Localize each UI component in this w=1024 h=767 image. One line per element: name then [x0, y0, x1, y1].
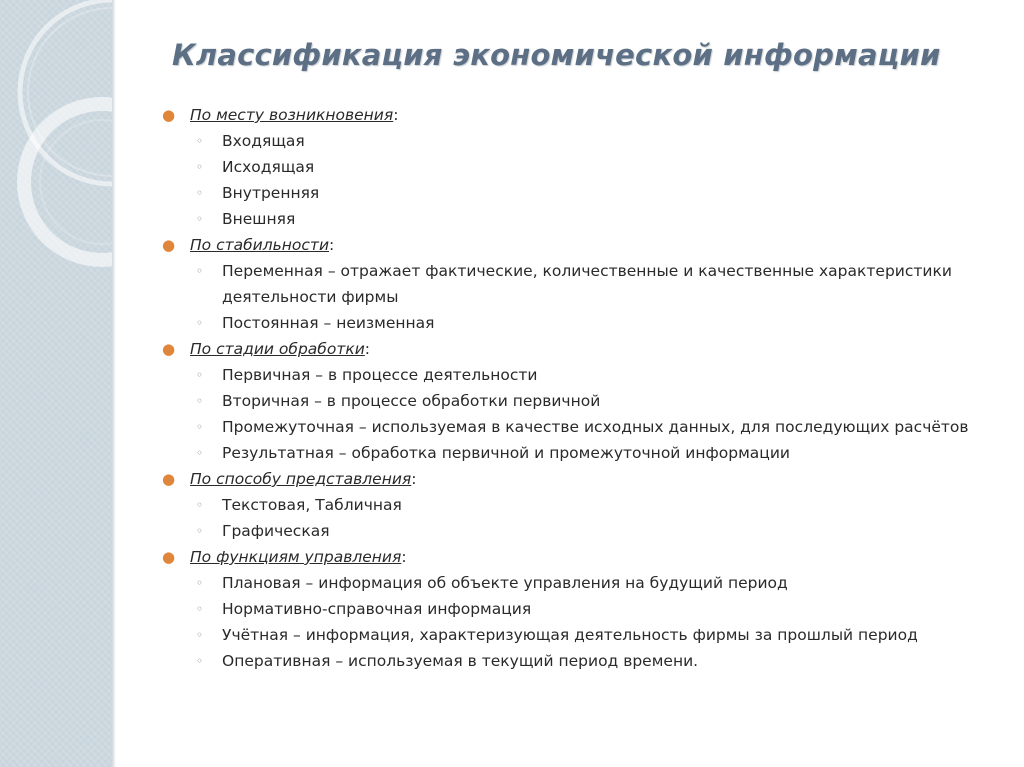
category-stability-items — [160, 258, 990, 336]
bullet-ring-icon: ◦ — [196, 524, 204, 538]
category-label: По функциям управления — [190, 548, 402, 566]
list-item: ◦ Графическая — [160, 518, 990, 544]
list-item: ◦ Учётная – информация, характеризующая деятельность фирмы за прошлый период — [160, 622, 990, 648]
category-label: По стадии обработки — [190, 340, 365, 358]
list-item: ◦ Вторичная – в процессе обработки первичной — [160, 388, 990, 414]
bullet-ring-icon: ◦ — [196, 186, 204, 200]
bullet-dot-icon: ● — [162, 548, 176, 566]
category-origin-items — [160, 128, 990, 232]
list-item: ◦ Внутренняя — [160, 180, 990, 206]
bullet-ring-icon: ◦ — [196, 420, 204, 434]
list-item: ◦ Исходящая — [160, 154, 990, 180]
list-item: ◦ Постоянная – неизменная — [160, 310, 990, 336]
category-stability — [160, 232, 990, 258]
bullet-dot-icon: ● — [162, 236, 176, 254]
bullet-dot-icon: ● — [162, 340, 176, 358]
bullet-ring-icon: ◦ — [196, 368, 204, 382]
category-representation-items — [160, 492, 990, 544]
list-item: ◦ Первичная – в процессе деятельности — [160, 362, 990, 388]
list-item: ◦ Промежуточная – используемая в качестве исходных данных, для последующих расчётов — [160, 414, 990, 440]
category-label: По месту возникновения — [190, 106, 394, 124]
bullet-dot-icon: ● — [162, 470, 176, 488]
bullet-ring-icon: ◦ — [196, 212, 204, 226]
category-processing-stage-items — [160, 362, 990, 466]
list-item: ◦ Результатная – обработка первичной и промежуточной информации — [160, 440, 990, 466]
bullet-ring-icon: ◦ — [196, 316, 204, 330]
bullet-ring-icon: ◦ — [196, 134, 204, 148]
bullet-ring-icon: ◦ — [196, 264, 204, 278]
list-item: ◦ Нормативно-справочная информация — [160, 596, 990, 622]
category-suffix: : — [411, 470, 417, 488]
side-panel — [0, 0, 112, 767]
bullet-ring-icon: ◦ — [196, 160, 204, 174]
list-item: ◦ Переменная – отражает фактические, количественные и качественные характеристики деятельности фирмы — [160, 258, 990, 310]
category-management-functions — [160, 544, 990, 570]
bullet-ring-icon: ◦ — [196, 602, 204, 616]
classification-list — [160, 102, 990, 674]
category-management-functions-items — [160, 570, 990, 674]
bullet-dot-icon: ● — [162, 106, 176, 124]
category-suffix: : — [401, 548, 407, 566]
bullet-ring-icon: ◦ — [196, 394, 204, 408]
side-panel-edge — [112, 0, 116, 767]
list-item: ◦ Плановая – информация об объекте управления на будущий период — [160, 570, 990, 596]
decorative-rings — [0, 0, 112, 330]
category-suffix: : — [329, 236, 335, 254]
category-processing-stage — [160, 336, 990, 362]
category-representation — [160, 466, 990, 492]
category-suffix: : — [393, 106, 399, 124]
category-label: По стабильности — [190, 236, 330, 254]
bullet-ring-icon: ◦ — [196, 576, 204, 590]
category-origin — [160, 102, 990, 128]
bullet-ring-icon: ◦ — [196, 498, 204, 512]
bullet-ring-icon: ◦ — [196, 446, 204, 460]
bullet-ring-icon: ◦ — [196, 654, 204, 668]
category-label: По способу представления — [190, 470, 412, 488]
bullet-ring-icon: ◦ — [196, 628, 204, 642]
category-suffix: : — [364, 340, 371, 358]
slide-title: Классификация экономической информации — [172, 38, 941, 72]
list-item: ◦ Входящая — [160, 128, 990, 154]
list-item: ◦ Внешняя — [160, 206, 990, 232]
list-item: ◦ Текстовая, Табличная — [160, 492, 990, 518]
list-item: ◦ Оперативная – используемая в текущий период времени. — [160, 648, 990, 674]
